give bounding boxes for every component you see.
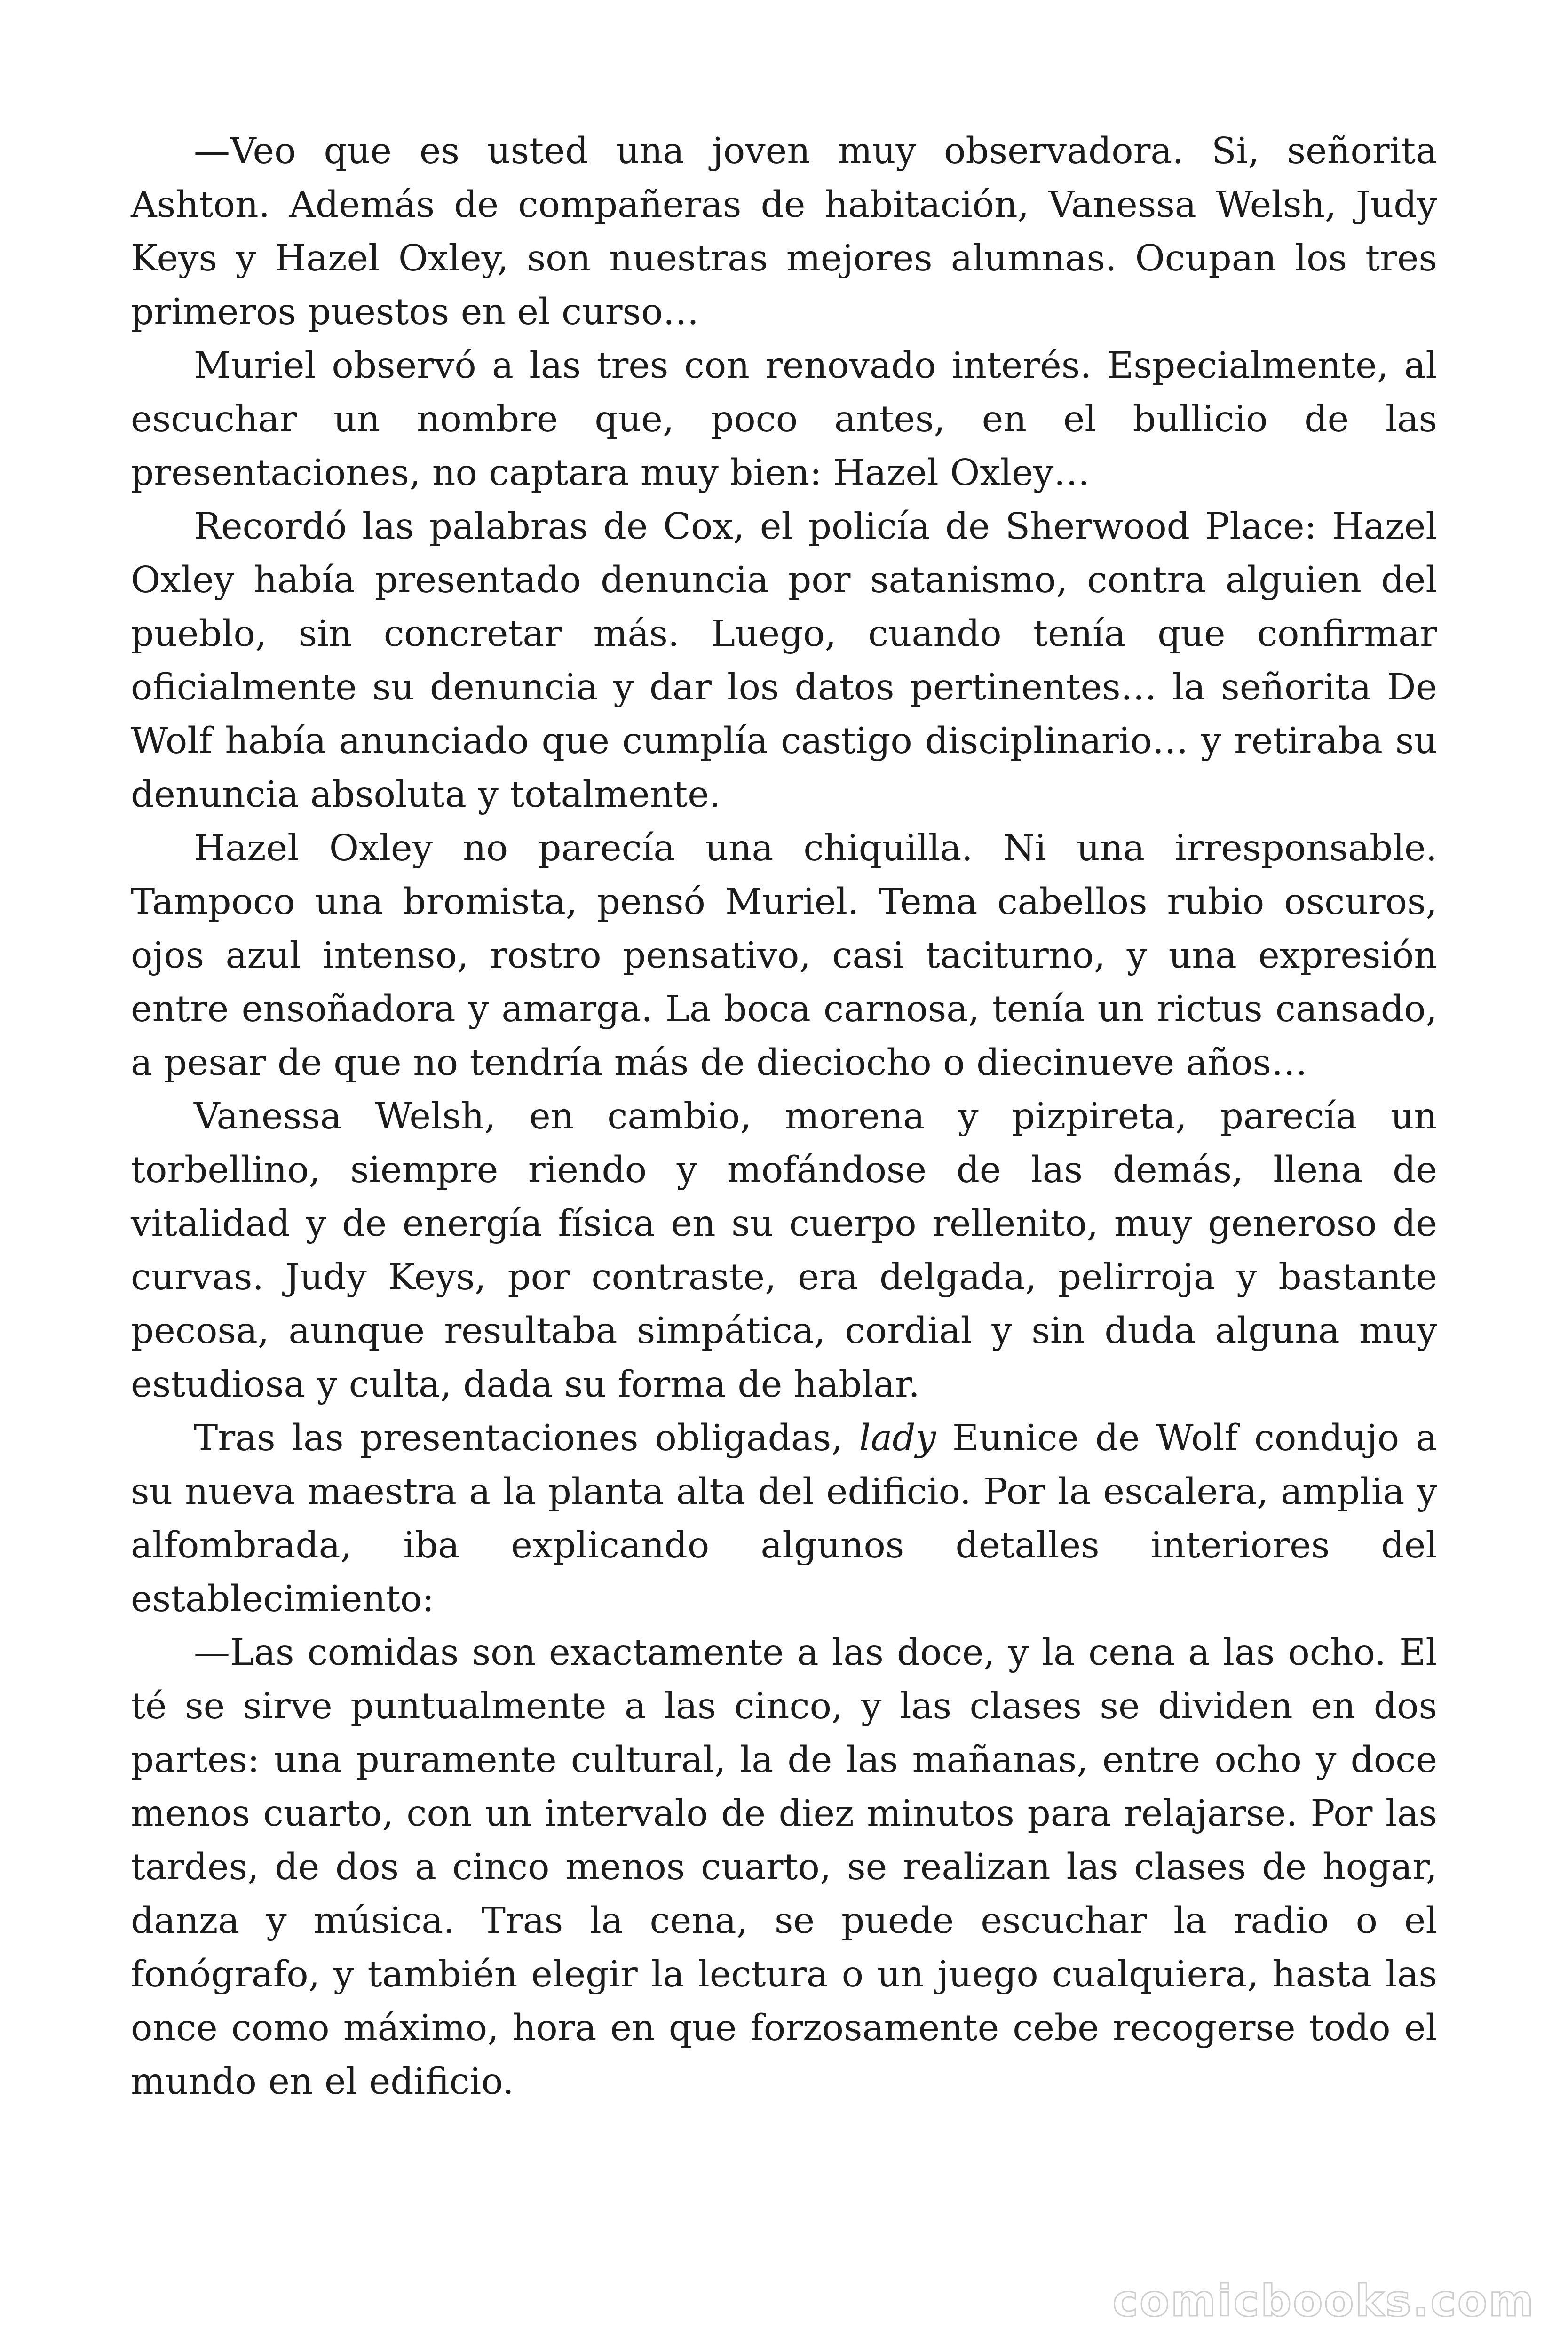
- book-page-text: [131, 125, 1437, 2109]
- paragraph-vanessa-judy: Vanessa Welsh, en cambio, morena y pizpireta, parecía un torbellino, siempre riendo y mofándose de las demás, llena de vitalidad y de energía física en su cuerpo rellenito, muy generoso de curvas. Judy Keys, por contraste, era delgada, pelirroja y bastante pecosa, aunque resultaba simpática, cordial y sin duda alguna muy estudiosa y culta, dada su forma de hablar.: [131, 1096, 1437, 1406]
- paragraph-tras-presentaciones: [131, 1412, 1437, 1626]
- paragraph-lady-italic: lady: [859, 1417, 936, 1459]
- paragraph-dialogue-comidas: —Las comidas son exactamente a las doce, y la cena a las ocho. El té se sirve puntualmente a las cinco, y las clases se dividen en dos partes: una puramente cultural, la de las mañanas, entre ocho y doce menos cuarto, con un intervalo de diez minutos para relajarse. Por las tardes, de dos a cinco menos cuarto, se realizan las clases de hogar, danza y música. Tras la cena, se puede escuchar la radio o el fonógrafo, y también elegir la lectura o un juego cualquiera, hasta las once como máximo, hora en que forzosamente cebe recogerse todo el mundo en el edificio.: [131, 1632, 1437, 2103]
- paragraph-muriel-observo: Muriel observó a las tres con renovado interés. Especialmente, al escuchar un nombre que, poco antes, en el bullicio de las presentaciones, no captara muy bien: Hazel Oxley…: [131, 345, 1437, 494]
- paragraph-lady-before: Tras las presentaciones obligadas,: [194, 1417, 859, 1459]
- watermark-text: comicbooks.com: [1112, 2276, 1535, 2326]
- paragraph-lady-after: Eunice de Wolf condujo a su nueva maestra a la planta alta del edificio. Por la escalera, amplia y alfombrada, iba explicando algunos detalles interiores del establecimiento:: [131, 1417, 1437, 1620]
- paragraph-recordo-cox: Recordó las palabras de Cox, el policía de Sherwood Place: Hazel Oxley había presentado denuncia por satanismo, contra alguien del pueblo, sin concretar más. Luego, cuando tenía que confirmar oficialmente su denuncia y dar los datos pertinentes… la señorita De Wolf había anunciado que cumplía castigo disciplinario… y retiraba su denuncia absoluta y totalmente.: [131, 506, 1437, 816]
- paragraph-hazel-oxley: Hazel Oxley no parecía una chiquilla. Ni una irresponsable. Tampoco una bromista, pensó Muriel. Tema cabellos rubio oscuros, ojos azul intenso, rostro pensativo, casi taciturno, y una expresión entre ensoñadora y amarga. La boca carnosa, tenía un rictus cansado, a pesar de que no tendría más de dieciocho o diecinueve años…: [131, 827, 1437, 1084]
- paragraph-dialogue-observadora: —Veo que es usted una joven muy observadora. Si, señorita Ashton. Además de compañeras de habitación, Vanessa Welsh, Judy Keys y Hazel Oxley, son nuestras mejores alumnas. Ocupan los tres primeros puestos en el curso…: [131, 130, 1437, 333]
